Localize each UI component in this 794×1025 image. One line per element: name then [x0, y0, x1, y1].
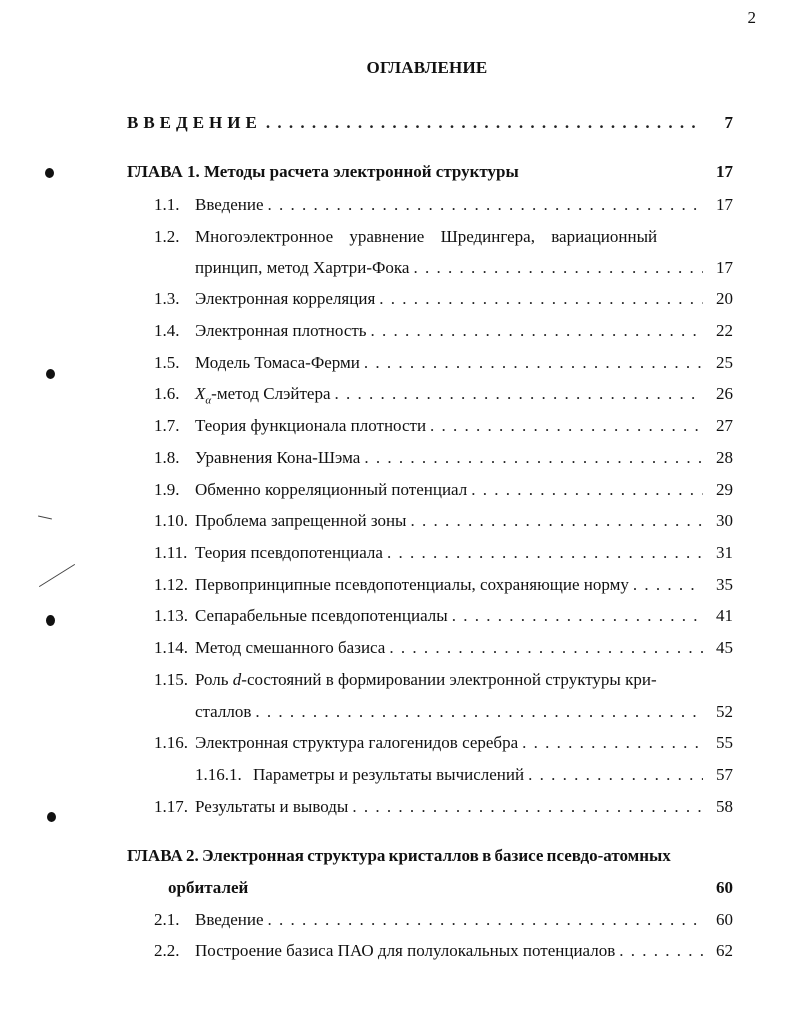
- toc-entry-page: 35: [716, 575, 733, 594]
- toc-entry-page: 60: [716, 910, 733, 929]
- toc-entry-text: Теория функционала плотности: [195, 416, 427, 435]
- leader-dots: [413, 257, 703, 279]
- toc-intro[interactable]: [127, 112, 733, 134]
- toc-entry-1-16[interactable]: [154, 732, 733, 754]
- toc-entry-1-3[interactable]: [154, 288, 733, 310]
- toc-entry-1-4[interactable]: [154, 320, 733, 342]
- leader-dots: [335, 383, 704, 405]
- binding-hole-mark: [46, 615, 55, 626]
- leader-dots: [387, 542, 703, 564]
- leader-dots: [452, 605, 703, 627]
- toc-entry-text-continued: принцип, метод Хартри-Фока: [195, 258, 410, 277]
- toc-entry-text-pre: Роль: [195, 670, 233, 689]
- toc-entry-text: Введение: [195, 910, 264, 929]
- toc-entry-number: 1.13.: [154, 606, 188, 625]
- d-symbol: d: [232, 670, 242, 689]
- toc-entry-page: 17: [716, 258, 733, 277]
- toc-entry-text: [195, 669, 657, 691]
- toc-entry-number: 1.15.: [154, 670, 188, 689]
- toc-entry-page: 57: [716, 765, 733, 784]
- leader-dots: [255, 701, 703, 723]
- toc-entry-page: 31: [716, 543, 733, 562]
- leader-dots: [379, 288, 703, 310]
- toc-entry-text-rest: -метод Слэйтера: [211, 384, 331, 403]
- toc-entry-number: 2.1.: [154, 910, 180, 929]
- binding-hole-mark: [47, 812, 56, 822]
- leader-dots: [266, 112, 703, 134]
- toc-entry-page: 20: [716, 289, 733, 308]
- toc-entry-text: Параметры и результаты вычислений: [253, 765, 525, 784]
- toc-entry-1-17[interactable]: [154, 796, 733, 818]
- toc-entry-number: 1.16.1.: [195, 765, 242, 784]
- toc-entry-number: 1.1.: [154, 195, 180, 214]
- toc-entry-page: 22: [716, 321, 733, 340]
- leader-dots: [430, 415, 703, 437]
- alpha-subscript: α: [205, 394, 212, 407]
- toc-entry-number: 1.10.: [154, 511, 188, 530]
- toc-intro-page: 7: [724, 113, 733, 132]
- toc-entry-2-2[interactable]: [154, 940, 733, 962]
- toc-intro-label: ВВЕДЕНИЕ: [127, 113, 262, 132]
- leader-dots: [352, 796, 703, 818]
- toc-entry-1-9[interactable]: [154, 479, 733, 501]
- toc-entry-1-2-line1[interactable]: [154, 226, 684, 248]
- toc-entry-page: 25: [716, 353, 733, 372]
- toc-entry-number: 1.9.: [154, 480, 180, 499]
- toc-entry-text: Уравнения Кона-Шэма: [195, 448, 361, 467]
- binding-hole-mark: [46, 369, 55, 379]
- toc-entry-page: 27: [716, 416, 733, 435]
- toc-entry-1-15-line1[interactable]: [154, 669, 689, 691]
- toc-entry-text: Многоэлектронное уравнение Шредингера, вариационный: [195, 227, 658, 246]
- toc-entry-1-12[interactable]: [154, 574, 733, 596]
- toc-chapter-1[interactable]: [127, 161, 733, 183]
- toc-entry-1-14[interactable]: [154, 637, 733, 659]
- leader-dots: [371, 320, 703, 342]
- scan-scratch: [38, 516, 52, 520]
- toc-entry-page: 55: [716, 733, 733, 752]
- toc-entry-1-2-line2[interactable]: [195, 257, 733, 279]
- toc-entry-text: Теория псевдопотенциала: [195, 543, 383, 562]
- toc-entry-text: Результаты и выводы: [195, 797, 349, 816]
- toc-entry-page: 62: [716, 941, 733, 960]
- toc-entry-text: Обменно корреляционный потенциал: [195, 480, 468, 499]
- toc-entry-1-16-1[interactable]: [195, 764, 733, 786]
- toc-chapter-1-heading: ГЛАВА 1. Методы расчета электронной структуры: [127, 162, 519, 181]
- toc-chapter-2[interactable]: [168, 877, 733, 899]
- toc-entry-1-6[interactable]: [154, 383, 733, 411]
- scan-scratch: [39, 564, 75, 587]
- toc-entry-2-1[interactable]: [154, 909, 733, 931]
- toc-entry-number: 1.6.: [154, 384, 180, 403]
- leader-dots: [364, 352, 703, 374]
- x-alpha-symbol: X: [195, 384, 206, 403]
- toc-entry-text: Проблема запрещенной зоны: [195, 511, 407, 530]
- leader-dots: [471, 479, 703, 501]
- toc-entry-page: 41: [716, 606, 733, 625]
- toc-entry-1-13[interactable]: [154, 605, 733, 627]
- toc-entry-text: Электронная корреляция: [195, 289, 376, 308]
- toc-entry-text: Сепарабельные псевдопотенциалы: [195, 606, 448, 625]
- toc-entry-number: 1.2.: [154, 227, 180, 246]
- toc-entry-page: 28: [716, 448, 733, 467]
- leader-dots: [619, 940, 703, 962]
- toc-entry-number: 1.14.: [154, 638, 188, 657]
- leader-dots: [389, 637, 703, 659]
- toc-entry-text: Электронная структура галогенидов серебра: [195, 733, 519, 752]
- toc-entry-number: 2.2.: [154, 941, 180, 960]
- leader-dots: [522, 732, 703, 754]
- toc-entry-page: 17: [716, 195, 733, 214]
- toc-entry-page: 58: [716, 797, 733, 816]
- toc-entry-1-10[interactable]: [154, 510, 733, 532]
- leader-dots: [268, 194, 703, 216]
- binding-hole-mark: [45, 168, 54, 178]
- toc-entry-page: 30: [716, 511, 733, 530]
- toc-entry-number: 1.5.: [154, 353, 180, 372]
- leader-dots: [528, 764, 703, 786]
- toc-entry-text: Электронная плотность: [195, 321, 367, 340]
- toc-entry-text-post: -состояний в формировании электронной структуры кри-: [241, 670, 657, 689]
- toc-entry-page: 26: [716, 384, 733, 403]
- toc-entry-1-11[interactable]: [154, 542, 733, 564]
- toc-entry-number: 1.12.: [154, 575, 188, 594]
- toc-entry-1-5[interactable]: [154, 352, 733, 374]
- toc-entry-text: Введение: [195, 195, 264, 214]
- toc-chapter-2-heading-line2: орбиталей: [168, 878, 249, 897]
- toc-entry-number: 1.3.: [154, 289, 180, 308]
- toc-entry-number: 1.11.: [154, 543, 188, 562]
- toc-entry-text-continued: сталлов: [195, 702, 252, 721]
- toc-entry-number: 1.7.: [154, 416, 180, 435]
- toc-chapter-2-heading-line1[interactable]: ГЛАВА 2. Электронная структура кристаллов в базисе псевдо-атомных: [127, 846, 671, 865]
- toc-entry-text: [195, 383, 331, 411]
- leader-dots: [410, 510, 703, 532]
- toc-title: ОГЛАВЛЕНИЕ: [366, 58, 488, 77]
- toc-entry-page: 52: [716, 702, 733, 721]
- toc-entry-text: Метод смешанного базиса: [195, 638, 386, 657]
- toc-entry-page: 45: [716, 638, 733, 657]
- toc-entry-text: Модель Томаса-Ферми: [195, 353, 360, 372]
- toc-entry-number: 1.4.: [154, 321, 180, 340]
- toc-entry-number: 1.8.: [154, 448, 180, 467]
- page-number: 2: [747, 8, 756, 27]
- leader-dots: [364, 447, 703, 469]
- toc-entry-number: 1.17.: [154, 797, 188, 816]
- leader-dots: [633, 574, 703, 596]
- leader-dots: [268, 909, 703, 931]
- toc-chapter-1-page: 17: [716, 162, 733, 181]
- toc-entry-1-1[interactable]: [154, 194, 733, 216]
- toc-entry-1-7[interactable]: [154, 415, 733, 437]
- toc-entry-text: Первопринципные псевдопотенциалы, сохраняющие норму: [195, 575, 629, 594]
- toc-entry-text: Построение базиса ПАО для полулокальных потенциалов: [195, 941, 616, 960]
- toc-entry-page: 29: [716, 480, 733, 499]
- toc-entry-1-8[interactable]: [154, 447, 733, 469]
- toc-chapter-2-page: 60: [716, 878, 733, 897]
- toc-entry-number: 1.16.: [154, 733, 188, 752]
- toc-entry-1-15-line2[interactable]: [195, 701, 733, 723]
